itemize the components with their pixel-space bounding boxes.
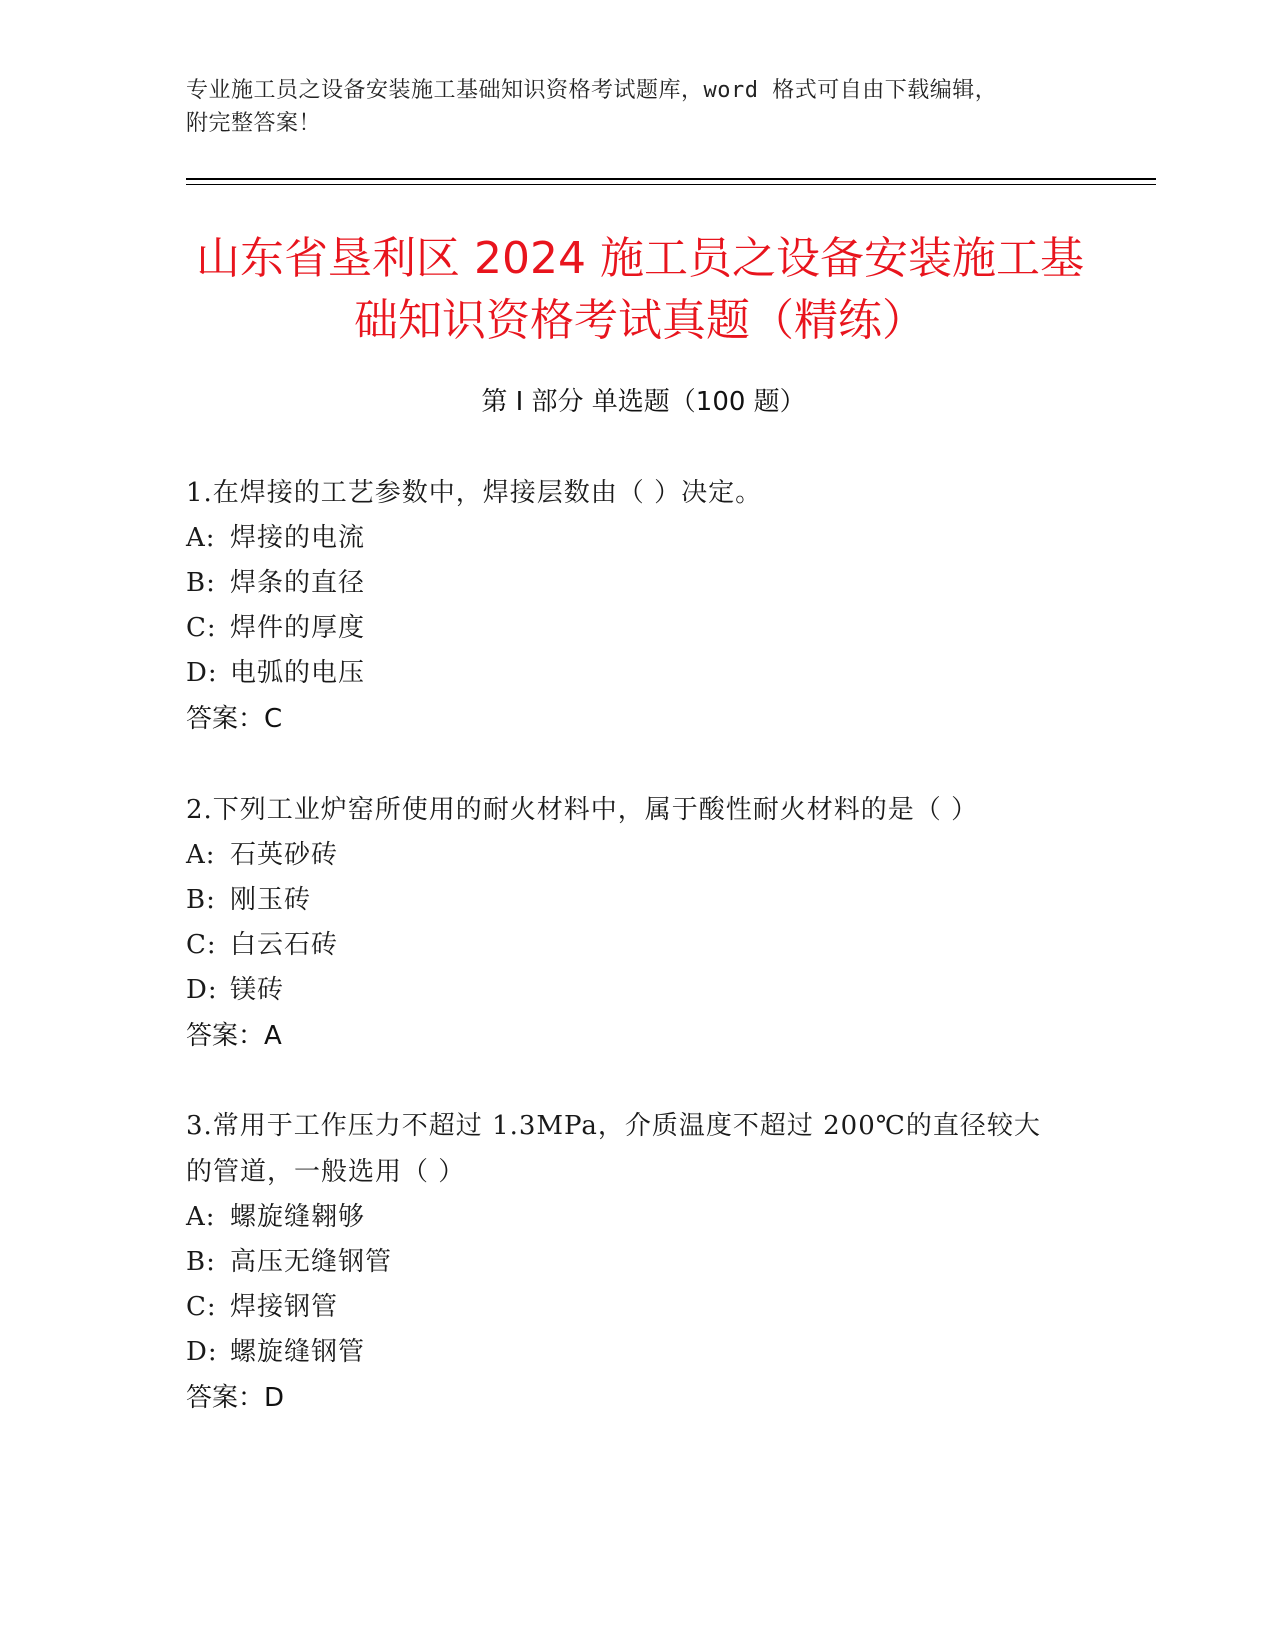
option-key: B: [186,1247,216,1277]
option-d [186,651,1066,696]
option-text: 焊接钢管 [230,1292,339,1322]
option-b [186,1240,1066,1285]
option-key: C: [186,1292,217,1322]
option-key: B: [186,568,216,598]
header-note-line-1: 专业施工员之设备安装施工基础知识资格考试题库，word 格式可自由下载编辑， [186,78,998,103]
option-list [186,516,1066,696]
document-title-line-1: 山东省垦利区 2024 施工员之设备安装施工基 [196,233,1084,284]
option-list [186,1195,1066,1375]
option-text: 螺旋缝钢管 [230,1337,366,1367]
option-text: 镁砖 [230,975,285,1005]
option-c [186,923,1066,968]
option-d [186,1330,1066,1375]
option-key: C: [186,930,217,960]
option-text: 刚玉砖 [230,885,312,915]
option-key: C: [186,613,217,643]
option-text: 白云石砖 [230,930,339,960]
option-text: 螺旋缝翱够 [230,1202,366,1232]
section-heading: 第 I 部分 单选题（100 题） [481,387,806,417]
option-text: 焊条的直径 [230,568,366,598]
option-text: 焊件的厚度 [230,613,366,643]
option-key: D: [186,975,218,1005]
option-d [186,968,1066,1013]
option-a [186,516,1066,561]
question-stem: 3.常用于工作压力不超过 1.3MPa，介质温度不超过 200℃的直径较大的管道，一般选用（ ） [186,1111,1041,1187]
question-1 [186,470,1066,742]
question-stem: 1.在焊接的工艺参数中，焊接层数由（ ）决定。 [186,478,763,508]
question-3 [186,1103,1066,1421]
answer-line: 答案：D [186,1383,285,1413]
option-key: A: [186,1202,216,1232]
option-a [186,833,1066,878]
answer-line: 答案：C [186,704,283,734]
header-rule-thin [186,184,1156,185]
option-key: A: [186,523,216,553]
question-2 [186,787,1066,1059]
option-a [186,1195,1066,1240]
answer-line: 答案：A [186,1021,282,1051]
document-title-line-2: 础知识资格考试真题（精练） [354,295,926,346]
document-title [160,228,1120,352]
option-b [186,561,1066,606]
header-rule-thick [186,178,1156,180]
option-text: 焊接的电流 [230,523,366,553]
option-text: 电弧的电压 [230,658,366,688]
option-text: 高压无缝钢管 [230,1247,393,1277]
header-note-line-2: 附完整答案！ [186,111,322,136]
option-key: A: [186,840,216,870]
header-note [186,74,1086,140]
option-key: D: [186,658,218,688]
question-stem: 2.下列工业炉窑所使用的耐火材料中，属于酸性耐火材料的是（ ） [186,795,979,825]
option-c [186,606,1066,651]
option-b [186,878,1066,923]
option-text: 石英砂砖 [230,840,339,870]
option-key: D: [186,1337,218,1367]
option-c [186,1285,1066,1330]
option-list [186,833,1066,1013]
option-key: B: [186,885,216,915]
